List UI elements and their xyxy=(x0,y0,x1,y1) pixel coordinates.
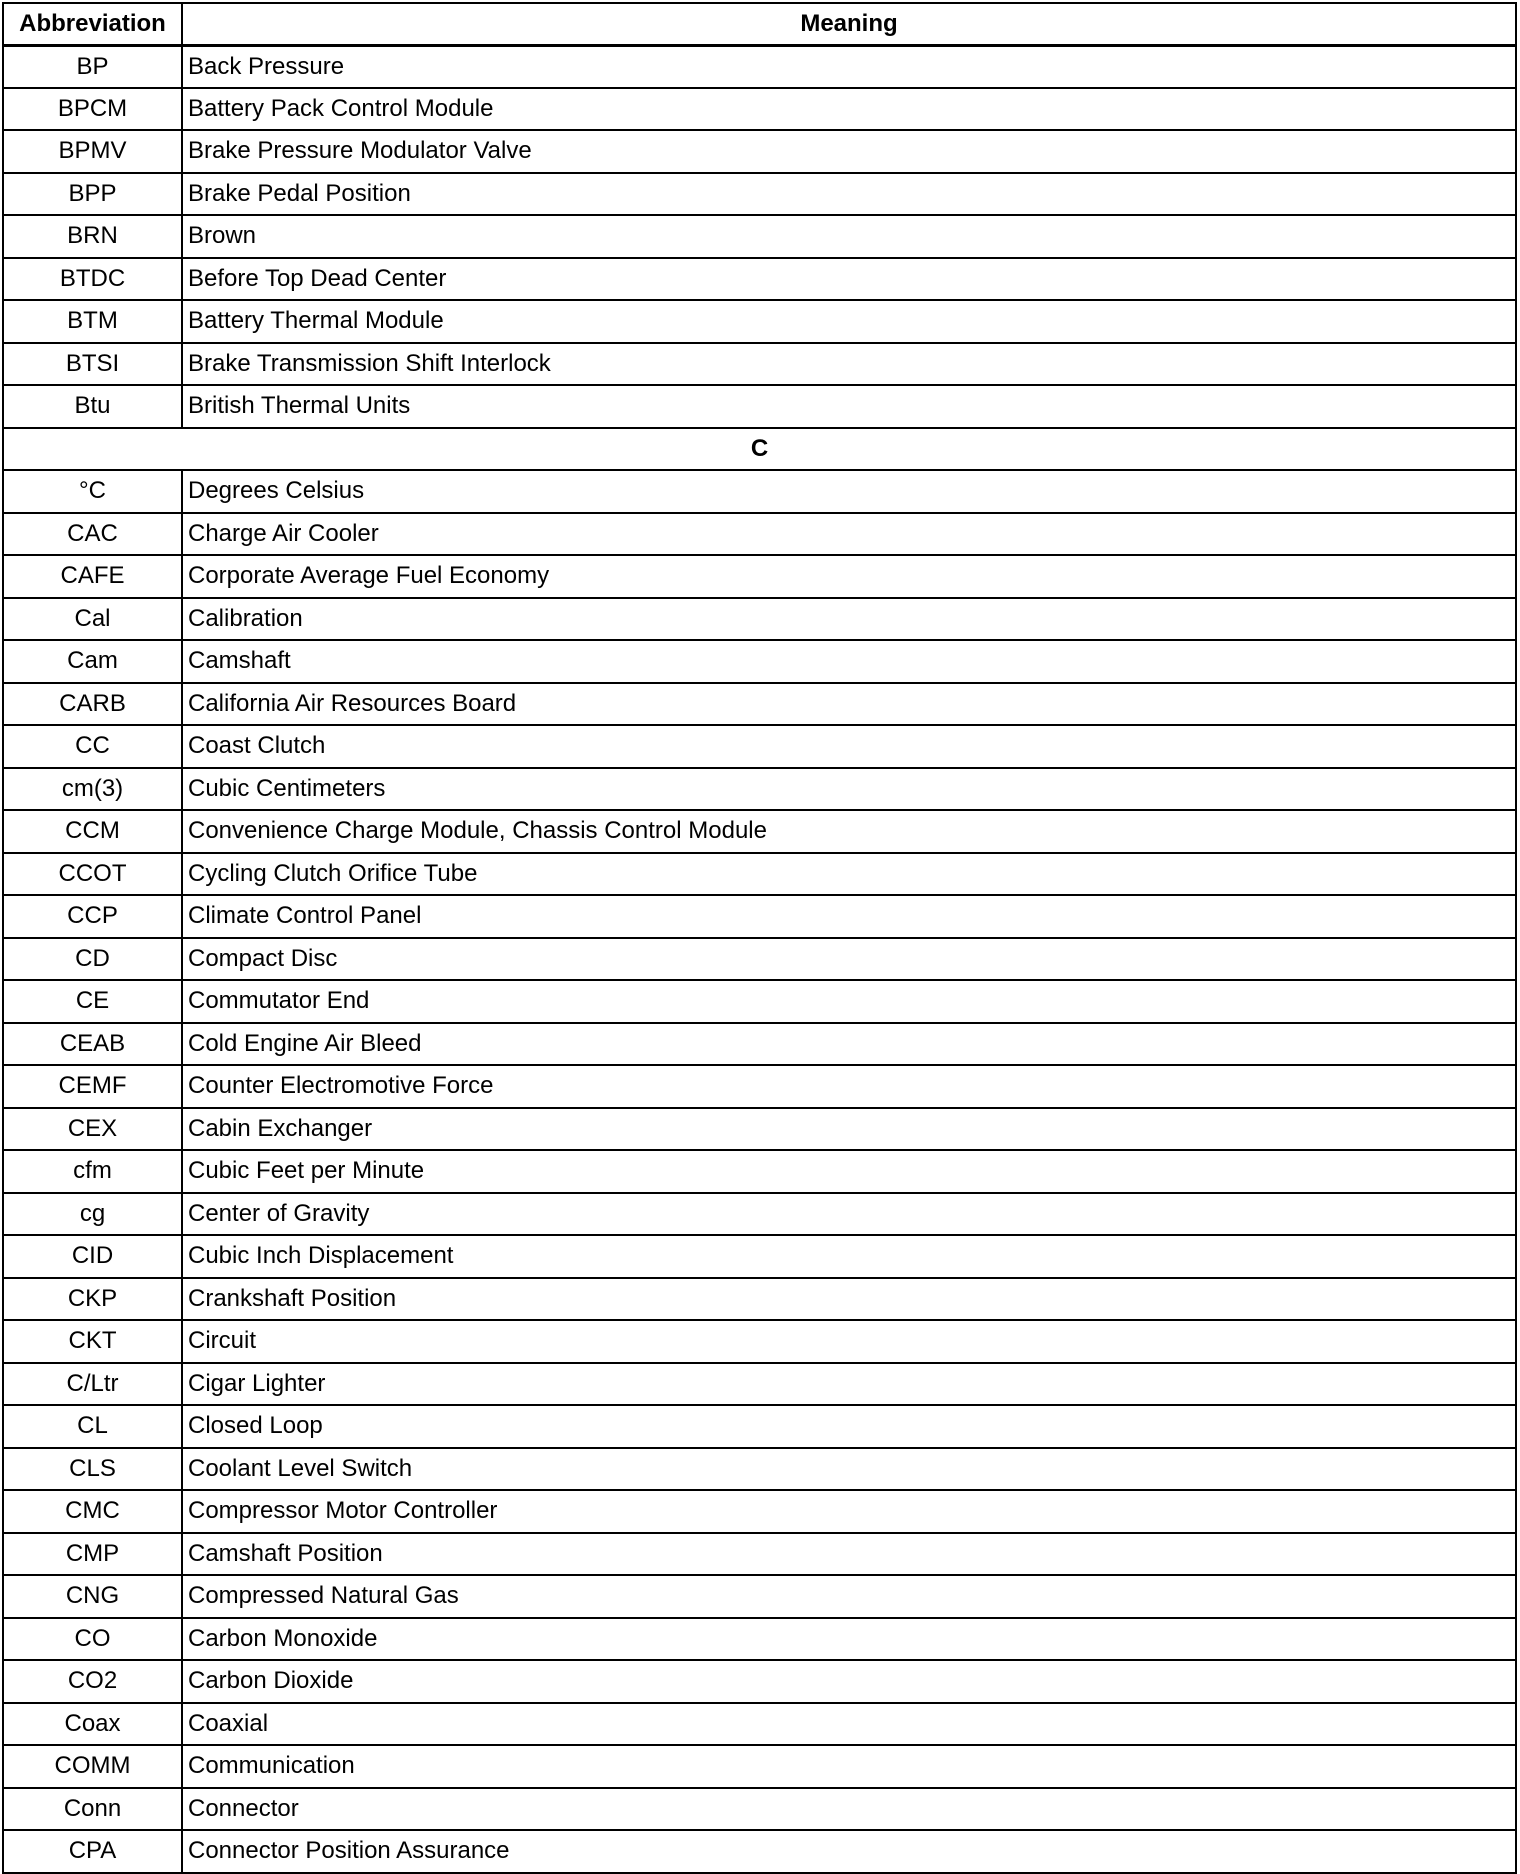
abbreviation-cell: CCOT xyxy=(3,853,182,896)
table-row xyxy=(3,640,1516,683)
abbreviation-cell: CD xyxy=(3,938,182,981)
abbreviation-cell: CID xyxy=(3,1235,182,1278)
table-row xyxy=(3,1278,1516,1321)
abbreviation-cell: BRN xyxy=(3,215,182,258)
table-row xyxy=(3,385,1516,428)
abbreviation-cell: CNG xyxy=(3,1575,182,1618)
abbreviation-cell: cg xyxy=(3,1193,182,1236)
table-row xyxy=(3,768,1516,811)
abbreviation-cell: Coax xyxy=(3,1703,182,1746)
table-row xyxy=(3,470,1516,513)
meaning-cell: Brake Pedal Position xyxy=(182,173,1516,216)
table-row xyxy=(3,130,1516,173)
meaning-cell: Crankshaft Position xyxy=(182,1278,1516,1321)
meaning-cell: Camshaft Position xyxy=(182,1533,1516,1576)
meaning-cell: Brake Transmission Shift Interlock xyxy=(182,343,1516,386)
table-row xyxy=(3,1108,1516,1151)
table-row xyxy=(3,1788,1516,1831)
meaning-cell: Cabin Exchanger xyxy=(182,1108,1516,1151)
abbreviation-cell: CE xyxy=(3,980,182,1023)
abbreviation-cell: CO xyxy=(3,1618,182,1661)
table-row xyxy=(3,1703,1516,1746)
abbreviation-cell: °C xyxy=(3,470,182,513)
abbreviation-cell: CL xyxy=(3,1405,182,1448)
abbreviation-cell: COMM xyxy=(3,1745,182,1788)
table-row xyxy=(3,45,1516,88)
abbreviation-cell: Cal xyxy=(3,598,182,641)
meaning-cell: Brown xyxy=(182,215,1516,258)
table-row xyxy=(3,173,1516,216)
table-row xyxy=(3,1830,1516,1873)
abbreviation-cell: BTM xyxy=(3,300,182,343)
table-row xyxy=(3,1150,1516,1193)
abbreviation-cell: CPA xyxy=(3,1830,182,1873)
table-row xyxy=(3,1745,1516,1788)
abbreviation-cell: CEMF xyxy=(3,1065,182,1108)
meaning-cell: Commutator End xyxy=(182,980,1516,1023)
meaning-cell: Climate Control Panel xyxy=(182,895,1516,938)
abbreviation-cell: CEAB xyxy=(3,1023,182,1066)
table-row xyxy=(3,1448,1516,1491)
section-letter: C xyxy=(3,428,1516,471)
section-header-row xyxy=(3,428,1516,471)
table-row xyxy=(3,88,1516,131)
table-row xyxy=(3,1065,1516,1108)
abbreviation-cell: CEX xyxy=(3,1108,182,1151)
table-row xyxy=(3,1320,1516,1363)
table-row xyxy=(3,513,1516,556)
abbreviation-cell: BPMV xyxy=(3,130,182,173)
meaning-cell: Degrees Celsius xyxy=(182,470,1516,513)
meaning-cell: Cubic Inch Displacement xyxy=(182,1235,1516,1278)
meaning-cell: Closed Loop xyxy=(182,1405,1516,1448)
meaning-cell: Before Top Dead Center xyxy=(182,258,1516,301)
table-row xyxy=(3,258,1516,301)
table-row xyxy=(3,938,1516,981)
abbreviation-cell: CC xyxy=(3,725,182,768)
table-row xyxy=(3,343,1516,386)
abbreviation-cell: Cam xyxy=(3,640,182,683)
meaning-cell: Connector Position Assurance xyxy=(182,1830,1516,1873)
table-row xyxy=(3,895,1516,938)
meaning-cell: Connector xyxy=(182,1788,1516,1831)
meaning-cell: Carbon Dioxide xyxy=(182,1660,1516,1703)
table-row xyxy=(3,555,1516,598)
meaning-cell: Brake Pressure Modulator Valve xyxy=(182,130,1516,173)
table-row xyxy=(3,725,1516,768)
table-header-row xyxy=(3,3,1516,45)
meaning-cell: Corporate Average Fuel Economy xyxy=(182,555,1516,598)
table-row xyxy=(3,598,1516,641)
abbreviation-cell: CMC xyxy=(3,1490,182,1533)
table-row xyxy=(3,1490,1516,1533)
meaning-cell: Camshaft xyxy=(182,640,1516,683)
table-row xyxy=(3,980,1516,1023)
meaning-cell: British Thermal Units xyxy=(182,385,1516,428)
abbreviation-cell: BPCM xyxy=(3,88,182,131)
abbreviation-cell: BTSI xyxy=(3,343,182,386)
table-row xyxy=(3,1660,1516,1703)
meaning-cell: Battery Pack Control Module xyxy=(182,88,1516,131)
table-row xyxy=(3,1363,1516,1406)
table-row xyxy=(3,1575,1516,1618)
table-row xyxy=(3,215,1516,258)
header-meaning: Meaning xyxy=(182,3,1516,45)
table-row xyxy=(3,1405,1516,1448)
abbreviation-table-container xyxy=(2,2,1515,1874)
abbreviation-table xyxy=(2,2,1517,1874)
meaning-cell: Battery Thermal Module xyxy=(182,300,1516,343)
meaning-cell: Convenience Charge Module, Chassis Control Module xyxy=(182,810,1516,853)
meaning-cell: Counter Electromotive Force xyxy=(182,1065,1516,1108)
table-row xyxy=(3,1533,1516,1576)
abbreviation-cell: Conn xyxy=(3,1788,182,1831)
abbreviation-cell: CAFE xyxy=(3,555,182,598)
meaning-cell: Center of Gravity xyxy=(182,1193,1516,1236)
meaning-cell: Cubic Centimeters xyxy=(182,768,1516,811)
abbreviation-cell: CLS xyxy=(3,1448,182,1491)
header-abbreviation: Abbreviation xyxy=(3,3,182,45)
abbreviation-cell: BPP xyxy=(3,173,182,216)
meaning-cell: Circuit xyxy=(182,1320,1516,1363)
abbreviation-cell: Btu xyxy=(3,385,182,428)
meaning-cell: Calibration xyxy=(182,598,1516,641)
meaning-cell: Compact Disc xyxy=(182,938,1516,981)
meaning-cell: Back Pressure xyxy=(182,45,1516,88)
meaning-cell: Coast Clutch xyxy=(182,725,1516,768)
abbreviation-cell: CAC xyxy=(3,513,182,556)
abbreviation-cell: CKP xyxy=(3,1278,182,1321)
abbreviation-cell: BP xyxy=(3,45,182,88)
meaning-cell: Cold Engine Air Bleed xyxy=(182,1023,1516,1066)
abbreviation-cell: cfm xyxy=(3,1150,182,1193)
table-row xyxy=(3,683,1516,726)
meaning-cell: Coolant Level Switch xyxy=(182,1448,1516,1491)
abbreviation-cell: BTDC xyxy=(3,258,182,301)
meaning-cell: California Air Resources Board xyxy=(182,683,1516,726)
meaning-cell: Charge Air Cooler xyxy=(182,513,1516,556)
abbreviation-cell: cm(3) xyxy=(3,768,182,811)
abbreviation-cell: C/Ltr xyxy=(3,1363,182,1406)
meaning-cell: Compressed Natural Gas xyxy=(182,1575,1516,1618)
abbreviation-cell: CO2 xyxy=(3,1660,182,1703)
meaning-cell: Cubic Feet per Minute xyxy=(182,1150,1516,1193)
abbreviation-cell: CCP xyxy=(3,895,182,938)
abbreviation-cell: CCM xyxy=(3,810,182,853)
meaning-cell: Cycling Clutch Orifice Tube xyxy=(182,853,1516,896)
abbreviation-cell: CARB xyxy=(3,683,182,726)
table-row xyxy=(3,300,1516,343)
table-row xyxy=(3,1618,1516,1661)
table-row xyxy=(3,1235,1516,1278)
table-row xyxy=(3,810,1516,853)
meaning-cell: Compressor Motor Controller xyxy=(182,1490,1516,1533)
meaning-cell: Carbon Monoxide xyxy=(182,1618,1516,1661)
table-row xyxy=(3,1193,1516,1236)
abbreviation-cell: CKT xyxy=(3,1320,182,1363)
table-row xyxy=(3,853,1516,896)
meaning-cell: Coaxial xyxy=(182,1703,1516,1746)
meaning-cell: Communication xyxy=(182,1745,1516,1788)
abbreviation-cell: CMP xyxy=(3,1533,182,1576)
meaning-cell: Cigar Lighter xyxy=(182,1363,1516,1406)
table-row xyxy=(3,1023,1516,1066)
table-body xyxy=(3,45,1516,1873)
